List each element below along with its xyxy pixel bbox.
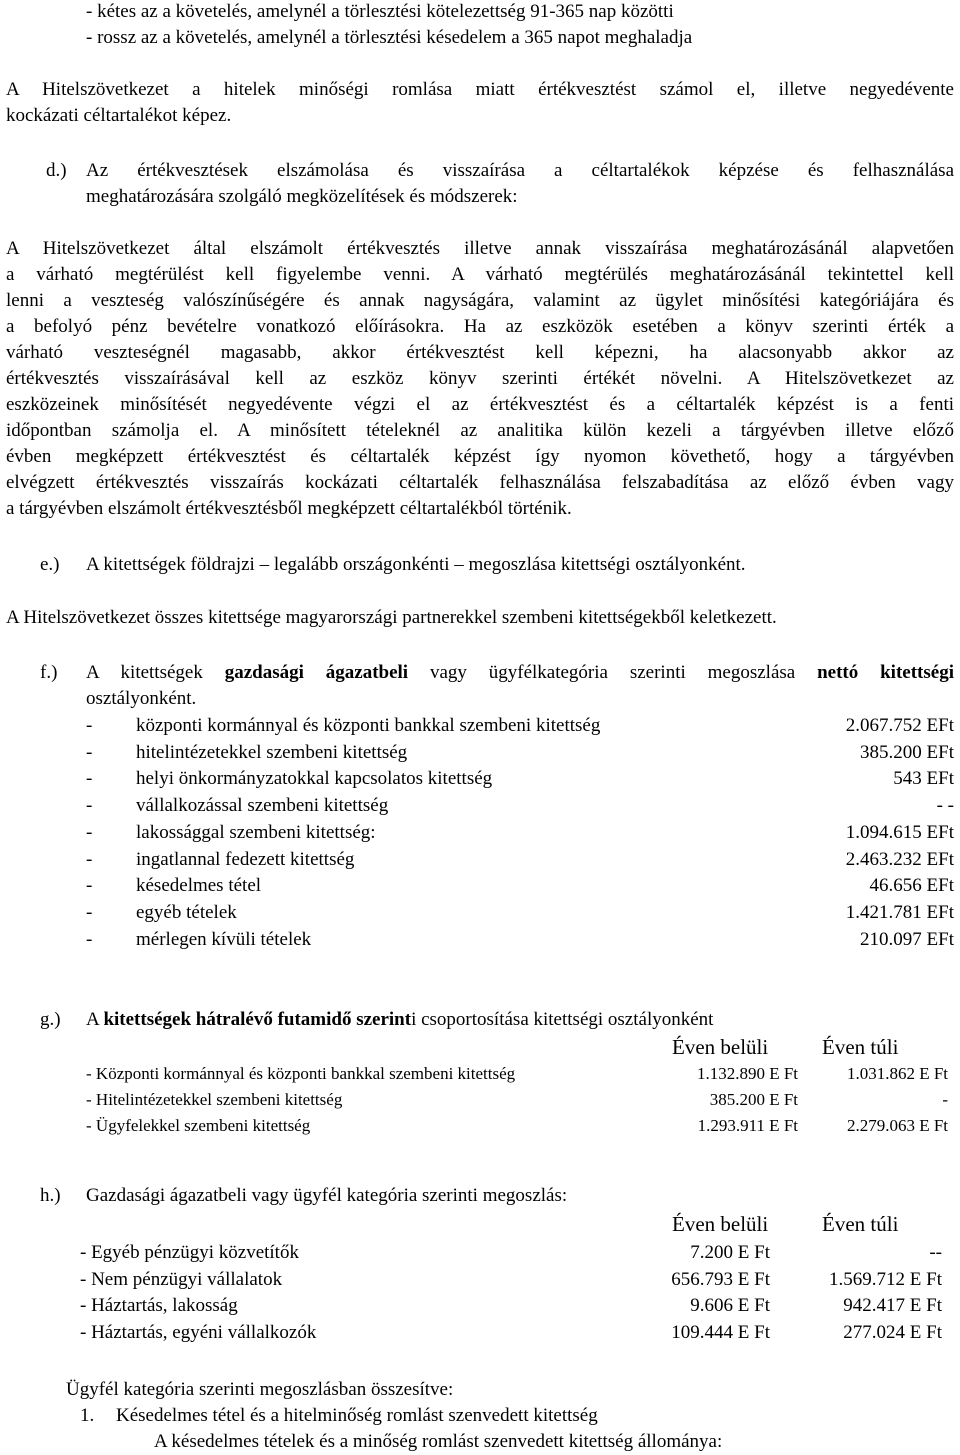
paragraph-1-line-1: A Hitelszövetkezet a hitelek minőségi romlása miatt értékvesztést számol el, illetve negyedévente [6,79,954,100]
paragraph-1-line-2: kockázati céltartalékot képez. [6,105,232,126]
section-h-marker: h.) [40,1185,61,1206]
exposure-label: hitelintézetekkel szembeni kitettség [136,741,408,763]
exposure-dash: - [86,875,93,897]
exposure-value: 1.094.615 EFt [845,821,954,843]
sector-row-within: 7.200 E Ft [690,1242,770,1263]
paragraph-2-line-1: A Hitelszövetkezet által elszámolt értékvesztés illetve annak visszaírása meghatározásánál alapvetően [6,238,954,259]
sector-row-over: -- [929,1242,942,1263]
exposure-value: - - [936,795,954,817]
exposure-dash: - [86,795,93,817]
paragraph-2-line-11: a tárgyévben elszámolt értékvesztésből megképzett céltartalékból történik. [6,498,572,519]
section-g-marker: g.) [40,1009,61,1030]
section-f-heading-line-2: osztályonként. [86,688,197,709]
intro-item-2: - rossz az a követelés, amelynél a törlesztési késedelem a 365 napot meghaladja [86,27,693,48]
exposure-value: 385.200 EFt [860,741,954,763]
section-g-col-within-year: Éven belüli [672,1035,769,1059]
intro-item-1: - kétes az a követelés, amelynél a törlesztési kötelezettség 91-365 nap közötti [86,1,674,22]
maturity-row-within: 1.293.911 E Ft [697,1116,798,1135]
maturity-row-label: - Hitelintézetekkel szembeni kitettség [86,1090,343,1109]
section-g-heading: A kitettségek hátralévő futamidő szerinti csoportosítása kitettségi osztályonként [86,1009,714,1030]
section-h-col-within-year: Éven belüli [672,1212,769,1236]
exposure-value: 1.421.781 EFt [845,901,954,923]
exposure-label: központi kormánnyal és központi bankkal szembeni kitettség [136,715,601,736]
sector-row-over: 277.024 E Ft [843,1321,942,1343]
sector-row-label: - Nem pénzügyi vállalatok [80,1268,283,1290]
exposure-dash: - [86,928,93,950]
exposure-dash: - [86,715,93,736]
sector-row-label: - Háztartás, lakosság [80,1295,238,1316]
paragraph-2-line-8: időpontban számolja el. A minősített tételeknél az analitika külön kezeli a tárgyévben illetve előző [6,420,954,441]
section-f-heading: A kitettségek gazdasági ágazatbeli vagy ügyfélkategória szerinti megoszlása nettó kitettségi [86,662,954,683]
maturity-row-over: - [942,1090,948,1109]
section-e-text: A Hitelszövetkezet összes kitettsége magyarországi partnerekkel szembeni kitettségekből keletkezett. [6,607,777,628]
section-d-heading-line-2: meghatározására szolgáló megközelítések és módszerek: [86,186,518,207]
paragraph-2-line-5: várható veszteségnél magasabb, akkor értékvesztést kell képezni, ha alacsonyabb akkor az [6,342,954,363]
paragraph-2-line-6: értékvesztés visszaírásával kell az eszköz könyv szerinti értékét növelni. A Hitelszövetkezet az [6,368,954,389]
maturity-row-label: - Központi kormánnyal és központi bankkal szembeni kitettség [86,1064,516,1083]
summary-item-number: 1. [80,1405,95,1426]
paragraph-2-line-4: a befolyó pénz bevételre vonatkozó előírásokra. Ha az eszközök esetében a könyv szerinti érték a [6,316,954,337]
sector-row-within: 656.793 E Ft [671,1268,770,1290]
paragraph-2-line-9: évben megképzett értékvesztést és céltartalék képzést így nyomon követhető, hogy a tárgyévben [6,446,954,467]
paragraph-2-line-2: a várható megtérülést kell figyelembe venni. A várható megtérülés meghatározásánál tekintettel kell [6,264,954,285]
sector-row-within: 9.606 E Ft [690,1295,770,1316]
section-e-heading: A kitettségek földrajzi – legalább országonkénti – megoszlása kitettségi osztályonként. [86,554,746,575]
summary-sub-text: A késedelmes tételek és a minőség romlást szenvedett kitettség állománya: [154,1431,723,1452]
maturity-row-over: 1.031.862 E Ft [846,1064,948,1083]
exposure-label: ingatlannal fedezett kitettség [136,848,355,870]
exposure-label: késedelmes tétel [136,875,262,897]
paragraph-2-line-7: eszközeinek minősítését negyedévente végzi el az értékvesztést és a céltartalék képzést is a fenti [6,394,954,415]
exposure-label: lakossággal szembeni kitettség: [136,821,376,843]
section-d-marker: d.) [46,160,67,181]
paragraph-2-line-3: lenni a veszteség valószínűségére és annak nagyságára, valamint az ügylet minősítési kategóriájára és [6,290,954,311]
sector-row-label: - Egyéb pénzügyi közvetítők [80,1242,299,1263]
maturity-row-within: 385.200 E Ft [709,1090,798,1109]
maturity-row-label: - Ügyfelekkel szembeni kitettség [86,1116,311,1135]
exposure-dash: - [86,821,93,843]
maturity-row-within: 1.132.890 E Ft [696,1064,798,1083]
section-f-marker: f.) [40,662,58,683]
exposure-label: mérlegen kívüli tételek [136,928,312,950]
section-h-col-over-year: Éven túli [822,1212,899,1236]
maturity-row-over: 2.279.063 E Ft [846,1116,948,1135]
sector-row-label: - Háztartás, egyéni vállalkozók [80,1321,317,1343]
exposure-dash: - [86,901,93,923]
exposure-dash: - [86,768,93,790]
exposure-value: 2.067.752 EFt [845,715,954,736]
section-g-col-over-year: Éven túli [822,1035,899,1059]
exposure-dash: - [86,741,93,763]
sector-row-over: 1.569.712 E Ft [829,1268,942,1290]
exposure-dash: - [86,848,93,870]
exposure-value: 210.097 EFt [860,928,954,950]
exposure-value: 46.656 EFt [869,875,954,897]
paragraph-2-line-10: elvégzett értékvesztés visszaírás kockázati céltartalék felhasználása felszabadítása az előző évben vagy [6,472,954,493]
section-h-heading: Gazdasági ágazatbeli vagy ügyfél kategória szerinti megoszlás: [86,1185,568,1206]
exposure-value: 2.463.232 EFt [845,848,954,870]
section-d-heading-line-1: Az értékvesztések elszámolása és visszaírása a céltartalékok képzése és felhasználása [86,160,954,181]
sector-row-over: 942.417 E Ft [843,1295,942,1316]
exposure-label: egyéb tételek [136,901,237,923]
summary-item-text: Késedelmes tétel és a hitelminőség romlást szenvedett kitettség [116,1405,598,1426]
section-e-marker: e.) [40,554,60,575]
summary-title: Ügyfél kategória szerinti megoszlásban összesítve: [66,1379,454,1400]
exposure-label: helyi önkormányzatokkal kapcsolatos kitettség [136,768,493,790]
sector-row-within: 109.444 E Ft [671,1321,770,1343]
exposure-label: vállalkozással szembeni kitettség [136,795,389,817]
exposure-value: 543 EFt [893,768,954,790]
